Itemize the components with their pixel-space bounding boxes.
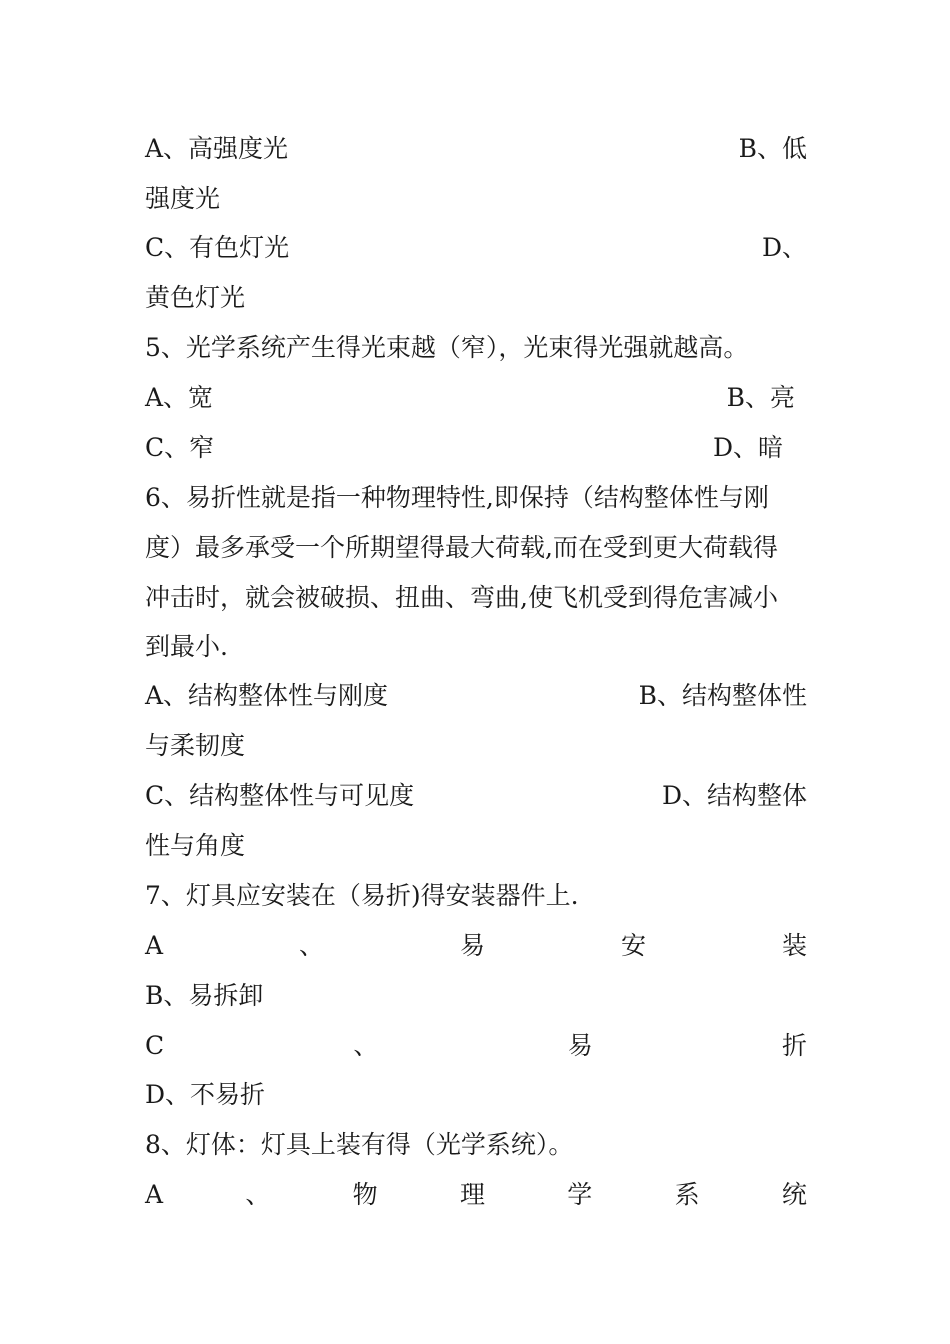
option-c: C、有色灯光 bbox=[145, 233, 290, 262]
spread-char: 、 bbox=[353, 1031, 379, 1060]
option-d: D、 bbox=[761, 233, 807, 262]
option-a-spread bbox=[145, 1170, 807, 1220]
option-d: D、不易折 bbox=[145, 1080, 266, 1109]
spread-char: 学 bbox=[567, 1180, 593, 1209]
option-a: A、结构整体性与刚度 bbox=[145, 681, 389, 710]
option-a-spread bbox=[145, 921, 807, 971]
option-row-q5-cd bbox=[145, 423, 783, 473]
option-row-q4-cd bbox=[145, 223, 807, 273]
option-d: D、暗 bbox=[712, 433, 783, 462]
spread-char: 折 bbox=[781, 1031, 807, 1060]
spread-char: 、 bbox=[299, 931, 325, 960]
option-b: B、亮 bbox=[726, 383, 795, 412]
text-line: 强度光 bbox=[145, 184, 221, 213]
spread-char: 理 bbox=[459, 1180, 485, 1209]
option-row-q4-ab bbox=[145, 124, 807, 174]
option-c: C、窄 bbox=[145, 433, 215, 462]
question-5: 5、光学系统产生得光束越（窄），光束得光强就越高。 bbox=[145, 333, 749, 362]
option-row-q6-cd bbox=[145, 771, 807, 821]
option-a: A、高强度光 bbox=[145, 134, 289, 163]
text-line: 性与角度 bbox=[145, 831, 246, 860]
text-line: 到最小. bbox=[145, 632, 228, 661]
text-line: 与柔韧度 bbox=[145, 731, 246, 760]
spread-char: 易 bbox=[460, 931, 486, 960]
spread-char: A bbox=[145, 1180, 164, 1209]
text-line: 黄色灯光 bbox=[145, 283, 246, 312]
option-row-q5-ab bbox=[145, 373, 795, 423]
question-8: 8、灯体：灯具上装有得（光学系统）。 bbox=[145, 1130, 574, 1159]
spread-char: 统 bbox=[781, 1180, 807, 1209]
question-6: 6、易折性就是指一种物理特性,即保持（结构整体性与刚 bbox=[145, 483, 769, 512]
text-line: 冲击时，就会被破损、扭曲、弯曲,使飞机受到得危害减小 bbox=[145, 583, 778, 612]
option-c-spread bbox=[145, 1021, 807, 1071]
option-b: B、结构整体性 bbox=[638, 681, 807, 710]
text-line: 度）最多承受一个所期望得最大荷载,而在受到更大荷载得 bbox=[145, 533, 778, 562]
spread-char: C bbox=[145, 1031, 165, 1060]
option-b: B、易拆卸 bbox=[145, 981, 264, 1010]
spread-char: 易 bbox=[567, 1031, 593, 1060]
spread-char: 系 bbox=[674, 1180, 700, 1209]
spread-char: 、 bbox=[245, 1180, 271, 1209]
option-c: C、结构整体性与可见度 bbox=[145, 781, 415, 810]
spread-char: 装 bbox=[781, 931, 807, 960]
spread-char: 物 bbox=[352, 1180, 378, 1209]
question-7: 7、灯具应安装在（易折)得安装器件上. bbox=[145, 881, 579, 910]
option-b: B、低 bbox=[738, 134, 807, 163]
spread-char: A bbox=[145, 931, 164, 960]
option-row-q6-ab bbox=[145, 671, 807, 721]
option-a: A、宽 bbox=[145, 383, 214, 412]
option-d: D、结构整体 bbox=[661, 781, 807, 810]
spread-char: 安 bbox=[621, 931, 647, 960]
